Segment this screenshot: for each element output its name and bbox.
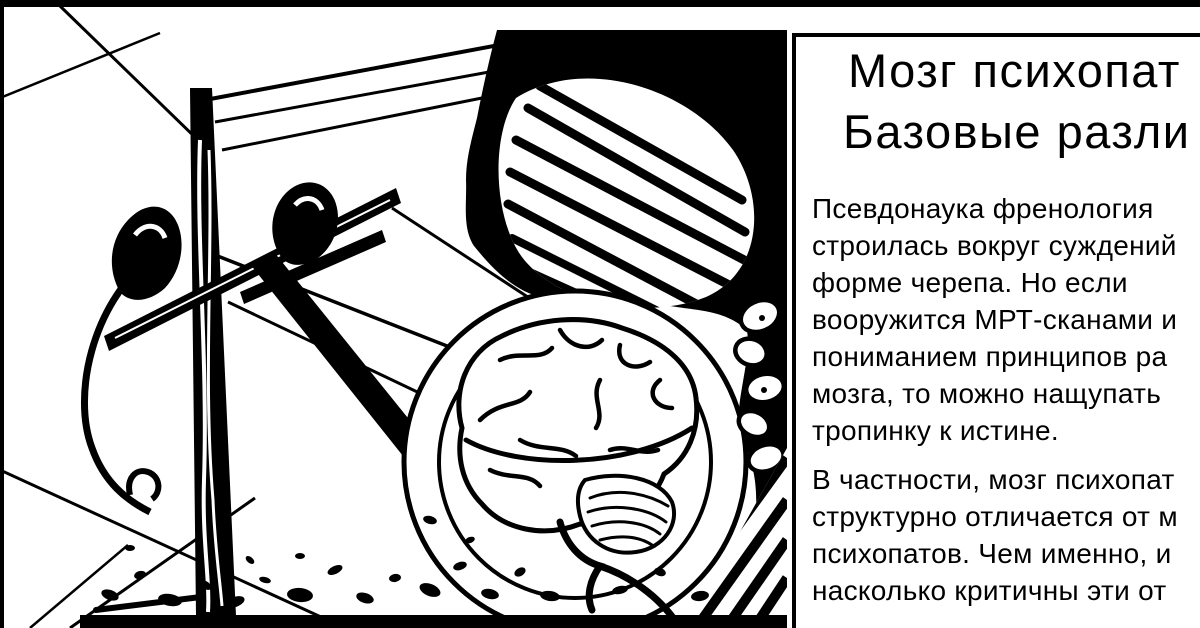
page-title bbox=[796, 40, 1191, 162]
paragraph-line: В частности, мозг психопат bbox=[812, 464, 1175, 495]
paragraph-line: структурно отличается от м bbox=[812, 501, 1178, 532]
brain-circle bbox=[404, 291, 746, 628]
paragraph-line: Псевдонаука френология bbox=[812, 193, 1154, 224]
paragraph-line: пониманием принципов ра bbox=[812, 341, 1168, 372]
paragraph-line: строилась вокруг суждений bbox=[812, 230, 1177, 261]
title-line: Мозг психопат bbox=[848, 44, 1181, 97]
paragraph-line: вооружится МРТ-сканами и bbox=[812, 304, 1178, 335]
paragraph-line: форме черепа. Но если bbox=[812, 267, 1128, 298]
paragraph-line: тропинку к истине. bbox=[812, 415, 1059, 446]
title-line: Базовые разли bbox=[843, 105, 1191, 158]
frame-bottom-bar bbox=[80, 615, 787, 628]
paragraph-line: мозга, то можно нащупать bbox=[812, 378, 1162, 409]
frame-left-border bbox=[0, 0, 4, 628]
text-panel bbox=[792, 33, 1200, 628]
paragraph-1 bbox=[812, 190, 1177, 449]
paragraph-line: насколько критичны эти от bbox=[812, 575, 1167, 606]
frame-top-border bbox=[0, 0, 1200, 7]
cerebellum bbox=[578, 476, 674, 553]
paragraph-line: психопатов. Чем именно, и bbox=[812, 538, 1172, 569]
paragraph-2 bbox=[812, 461, 1178, 609]
